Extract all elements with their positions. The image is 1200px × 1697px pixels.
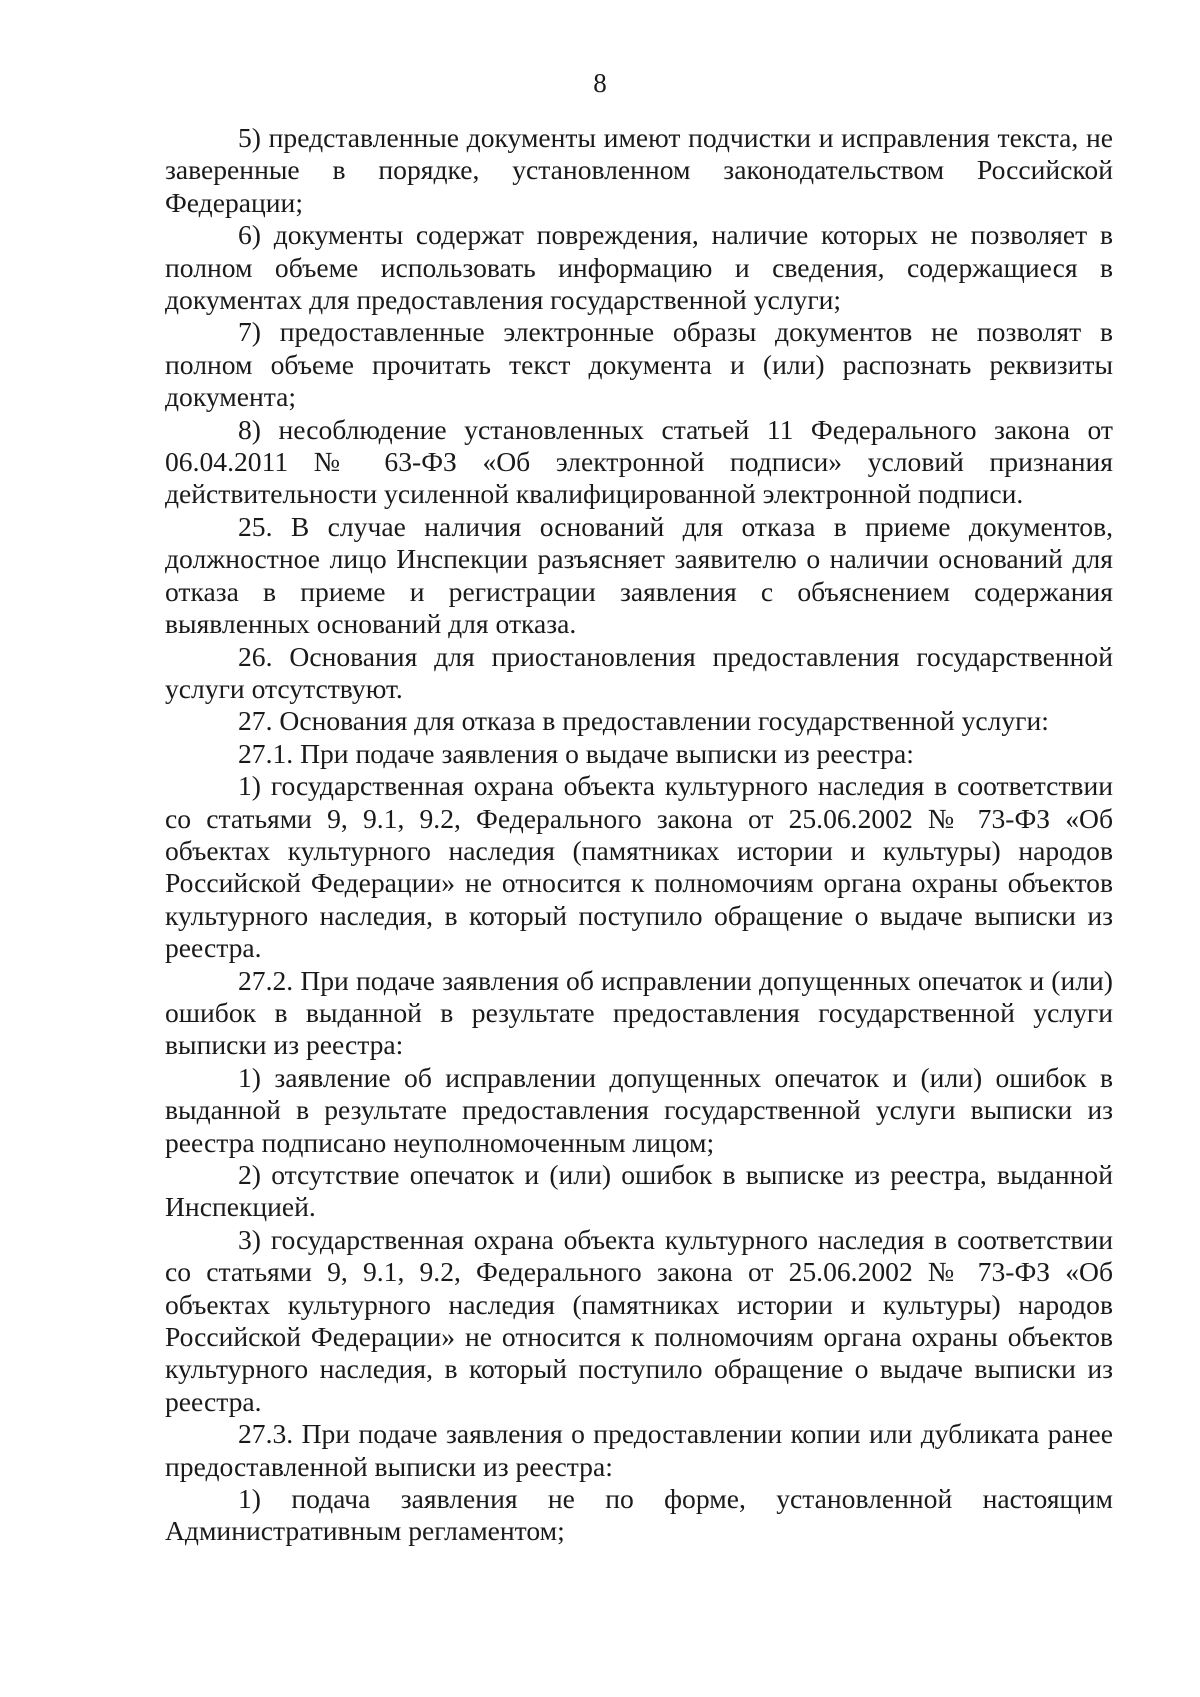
paragraph-27-2: 27.2. При подаче заявления об исправлении допущенных опечаток и (или) ошибок в выданной в результате предоставления государственной услуги выписки из реестра: (165, 964, 1113, 1061)
paragraph-item-5: 5) представленные документы имеют подчистки и исправления текста, не заверенные в порядке, установленном законодательством Российской Федерации; (165, 122, 1113, 218)
paragraph-27-1: 27.1. При подаче заявления о выдаче выписки из реестра: (238, 737, 914, 769)
paragraph-item-7: 7) предоставленные электронные образы документов не позволят в полном объеме прочитать текст документа и (или) распознать реквизиты документа; (165, 316, 1113, 413)
page-number: 8 (593, 68, 607, 98)
paragraph-item-6: 6) документы содержат повреждения, наличие которых не позволяет в полном объеме использовать информацию и сведения, содержащиеся в документах для предоставления государственной услуги; (165, 219, 1113, 316)
paragraph-27: 27. Основания для отказа в предоставлении государственной услуги: (238, 705, 1049, 737)
paragraph-27-2-item-2: 2) отсутствие опечаток и (или) ошибок в выписке из реестра, выданной Инспекцией. (165, 1159, 1113, 1223)
paragraph-27-2-item-3: 3) государственная охрана объекта культурного наследия в соответствии со статьями 9, 9.1, 9.2, Федерального закона от 25.06.2002 № 73-ФЗ «Об объектах культурного наследия (памятниках истории и культуры) народов Российской Федерации» не относится к полномочиям органа охраны объектов культурного наследия, в который поступило обращение о выдаче выписки из реестра. (165, 1223, 1113, 1417)
paragraph-27-2-item-1: 1) заявление об исправлении допущенных опечаток и (или) ошибок в выданной в результате предоставления государственной услуги выписки из реестра подписано неуполномоченным лицом; (165, 1061, 1113, 1158)
paragraph-item-8: 8) несоблюдение установленных статьей 11 Федерального закона от 06.04.2011 № 63-ФЗ «Об электронной подписи» условий признания действительности усиленной квалифицированной электронной подписи. (165, 413, 1113, 510)
paragraph-27-3: 27.3. При подаче заявления о предоставлении копии или дубликата ранее предоставленной выписки из реестра: (165, 1418, 1113, 1482)
document-body (165, 122, 1113, 1548)
paragraph-25: 25. В случае наличия оснований для отказа в приеме документов, должностное лицо Инспекции разъясняет заявителю о наличии оснований для отказа в приеме и регистрации заявления с объяснением содержания выявленных оснований для отказа. (165, 510, 1113, 640)
paragraph-26: 26. Основания для приостановления предоставления государственной услуги отсутствуют. (165, 640, 1113, 704)
paragraph-27-1-item-1: 1) государственная охрана объекта культурного наследия в соответствии со статьями 9, 9.1, 9.2, Федерального закона от 25.06.2002 № 73-ФЗ «Об объектах культурного наследия (памятниках истории и культуры) народов Российской Федерации» не относится к полномочиям органа охраны объектов культурного наследия, в который поступило обращение о выдаче выписки из реестра. (165, 770, 1113, 964)
paragraph-27-3-item-1: 1) подача заявления не по форме, установленной настоящим Административным регламентом; (165, 1483, 1113, 1547)
